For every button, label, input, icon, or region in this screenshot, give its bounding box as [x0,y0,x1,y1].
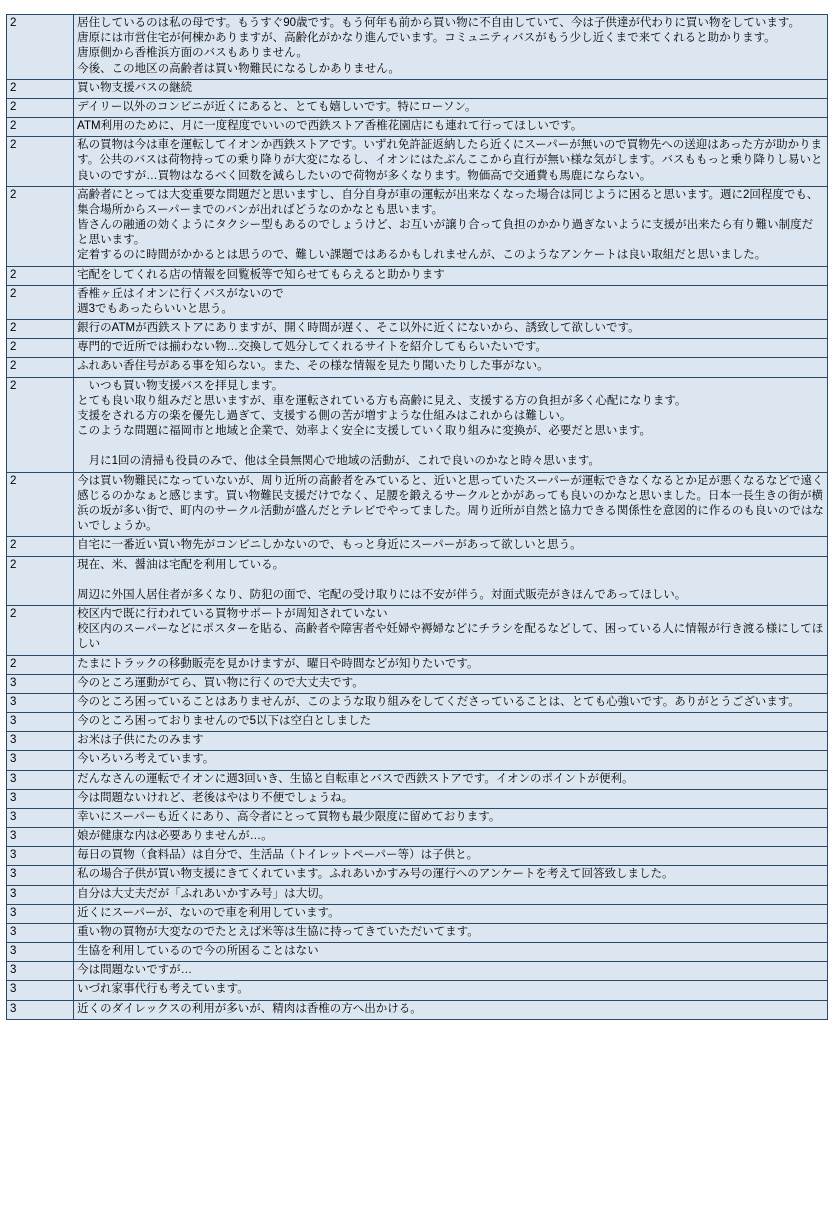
comment-line: とても良い取り組みだと思いますが、車を運転されている方も高齢に見え、支援する方の負担が多く心配になります。 [77,394,687,407]
comment-line: 唐原には市営住宅が何棟かありますが、高齢化がかなり進んでいます。コミュニティバスがもう少し近くまで来てくれると助かります。 [77,32,776,45]
cell-comment[interactable] [74,537,828,556]
comment-line: 週3でもあったらいいと思う。 [77,302,233,315]
cell-comment[interactable] [74,1000,828,1019]
cell-comment[interactable] [74,472,828,537]
table-row[interactable] [7,693,828,712]
cell-comment[interactable] [74,79,828,98]
comment-line: 近くのダイレックスの利用が多いが、精肉は香椎の方へ出かける。 [77,1002,422,1015]
comment-line: 今のところ困っていることはありませんが、このような取り組みをしてくださっていることは、とても心強いです。ありがとうございます。 [77,695,800,708]
cell-comment[interactable] [74,828,828,847]
cell-comment[interactable] [74,186,828,266]
cell-score[interactable]: 3 [7,770,74,789]
comment-line: 私の場合子供が買い物支援にきてくれています。ふれあいかすみ号の運行へのアンケートを考えて回答致しました。 [77,868,674,881]
cell-comment[interactable] [74,866,828,885]
cell-score[interactable]: 3 [7,808,74,827]
cell-score[interactable]: 2 [7,339,74,358]
comment-line: ATM利用のために、月に一度程度でいいので西鉄ストア香椎花園店にも連れて行ってほしいです。 [77,120,583,133]
survey-responses-table [6,14,828,1020]
cell-comment[interactable] [74,923,828,942]
cell-comment[interactable] [74,118,828,137]
cell-comment[interactable] [74,377,828,472]
table-row[interactable] [7,847,828,866]
comment-line: ふれあい香住号がある事を知らない。また、その様な情報を見たり聞いたりした事がない。 [77,360,549,373]
cell-score[interactable]: 3 [7,904,74,923]
comment-line: いつも買い物支援バスを拝見します。 [77,379,284,392]
cell-score[interactable]: 2 [7,15,74,80]
cell-score[interactable]: 3 [7,923,74,942]
cell-score[interactable]: 2 [7,137,74,187]
table-row[interactable] [7,789,828,808]
table-row[interactable] [7,606,828,656]
table-row[interactable] [7,943,828,962]
cell-score[interactable]: 3 [7,751,74,770]
comment-line: 今は問題ないですが… [77,964,193,977]
cell-score[interactable]: 3 [7,981,74,1000]
cell-score[interactable]: 2 [7,472,74,537]
cell-score[interactable]: 2 [7,537,74,556]
table-row[interactable] [7,186,828,266]
cell-comment[interactable] [74,358,828,377]
cell-score[interactable]: 3 [7,789,74,808]
table-row[interactable] [7,266,828,285]
comment-line: 私の買物は今は車を運転してイオンか西鉄ストアです。いずれ免許証返納したら近くにスーパーが無いので買物先への送迎はあった方が助かります。公共のバスは荷物持っての乗り降りが大変になるし、イオンにはたぶんここから直行が無い様な気がします。バスももっと乗り降りし易いと良いのですが…買物はなるべく回数を減らしたいので荷物が多くなります。物価高で交通費も馬鹿にならない。 [77,139,823,182]
cell-comment[interactable] [74,606,828,656]
comment-line: 支援をされる方の楽を優先し過ぎて、支援する側の苦が増すような仕組みはこれからは難しい。 [77,409,572,422]
comment-line: だんなさんの運転でイオンに週3回いき、生協と自転車とバスで西鉄ストアです。イオンのポイントが便利。 [77,772,634,785]
comment-line: 現在、米、醤油は宅配を利用している。 [77,558,285,571]
cell-score[interactable]: 3 [7,866,74,885]
comment-line: 生協を利用しているので今の所困ることはない [77,945,319,958]
comment-line: 専門的で近所では揃わない物…交換して処分してくれるサイトを紹介してもらいたいです。 [77,341,547,354]
cell-comment[interactable] [74,885,828,904]
comment-line: 幸いにスーパーも近くにあり、高令者にとって買物も最少限度に留めております。 [77,810,501,823]
cell-comment[interactable] [74,981,828,1000]
table-row[interactable] [7,713,828,732]
comment-line: 校区内で既に行われている買物サポートが周知されていない [77,608,388,621]
table-row[interactable] [7,732,828,751]
comment-line: 今いろいろ考えています。 [77,753,215,766]
comment-line: 近くにスーパーが、ないので車を利用しています。 [77,906,340,919]
cell-score[interactable]: 3 [7,732,74,751]
cell-score[interactable]: 3 [7,674,74,693]
cell-score[interactable]: 2 [7,655,74,674]
cell-score[interactable]: 2 [7,556,74,606]
cell-comment[interactable] [74,556,828,606]
table-row[interactable] [7,962,828,981]
table-row[interactable] [7,339,828,358]
cell-score[interactable]: 2 [7,606,74,656]
cell-score[interactable]: 3 [7,847,74,866]
cell-comment[interactable] [74,808,828,827]
cell-score[interactable]: 3 [7,943,74,962]
cell-score[interactable]: 2 [7,320,74,339]
table-body [7,15,828,1020]
cell-comment[interactable] [74,962,828,981]
cell-score[interactable]: 3 [7,1000,74,1019]
table-row[interactable] [7,923,828,942]
comment-line: 銀行のATMが西鉄ストアにありますが、開く時間が遅く、そこ以外に近くにないから、誘致して欲しいです。 [77,322,640,335]
table-row[interactable] [7,1000,828,1019]
cell-comment[interactable] [74,320,828,339]
comment-line: 自分は大丈夫だが「ふれあいかすみ号」は大切。 [77,887,331,900]
cell-comment[interactable] [74,137,828,187]
cell-score[interactable]: 2 [7,79,74,98]
comment-line: 校区内のスーパーなどにポスターを貼る、高齢者や障害者や妊婦や褥婦などにチラシを配るなどして、困っている人に情報が行き渡る様にしてほしい [77,623,824,651]
cell-score[interactable]: 3 [7,885,74,904]
comment-line: 自宅に一番近い買い物先がコンビニしかないので、もっと身近にスーパーがあって欲しいと思う。 [77,539,582,552]
comment-line: 今のところ困っておりませんので5以下は空白としました [77,715,372,728]
cell-comment[interactable] [74,943,828,962]
comment-line: デイリー以外のコンビニが近くにあると、とても嬉しいです。特にローソン。 [77,100,477,113]
table-row[interactable] [7,15,828,80]
cell-score[interactable]: 2 [7,377,74,472]
cell-comment[interactable] [74,789,828,808]
cell-comment[interactable] [74,266,828,285]
comment-line: 毎日の買物（食料品）は自分で、生活品（トイレットペーパー等）は子供と。 [77,849,479,862]
comment-line: いづれ家事代行も考えています。 [77,983,249,996]
comment-line: 高齢者にとっては大変重要な問題だと思いますし、自分自身が車の運転が出来なくなった場合は同じように困ると思います。週に2回程度でも、集合場所からスーパーまでのバンが出ればどうなのかなとも思います。 [77,188,819,216]
cell-comment[interactable] [74,98,828,117]
table-row[interactable] [7,377,828,472]
cell-score[interactable]: 3 [7,713,74,732]
table-row[interactable] [7,472,828,537]
cell-score[interactable]: 2 [7,118,74,137]
cell-comment[interactable] [74,655,828,674]
comment-line: お米は子供にたのみます [77,734,204,747]
comment-line: 買い物支援バスの継続 [77,81,193,94]
cell-score[interactable]: 3 [7,693,74,712]
comment-line: 今後、この地区の高齢者は買い物難民になるしかありません。 [77,62,400,75]
table-row[interactable] [7,118,828,137]
cell-score[interactable]: 2 [7,358,74,377]
cell-comment[interactable] [74,847,828,866]
table-row[interactable] [7,285,828,319]
table-row[interactable] [7,98,828,117]
table-row[interactable] [7,674,828,693]
comment-line: 今は買い物難民になっていないが、周り近所の高齢者をみていると、近いと思っていたスーパーが運転できなくなるとか足が悪くなるなどで遠く感じるのかなぁと感じます。買い物難民支援だけでなく、足腰を鍛えるサークルとかがあっても良いのかなと思いました。日本一長生きの街が横浜の坂が多い街で、町内のサークル活動が盛んだとテレビでやってました。周り近所が自然と協力できる関係性を意図的に作るのも良いのではないでしょうか。 [77,474,824,533]
cell-score[interactable]: 2 [7,186,74,266]
cell-comment[interactable] [74,732,828,751]
cell-comment[interactable] [74,904,828,923]
comment-line: たまにトラックの移動販売を見かけますが、曜日や時間などが知りたいです。 [77,657,479,670]
cell-comment[interactable] [74,285,828,319]
cell-comment[interactable] [74,751,828,770]
comment-line: 定着するのに時間がかかるとは思うので、難しい課題ではあるかもしれませんが、このようなアンケートは良い取組だと思いました。 [77,249,767,262]
table-row[interactable] [7,79,828,98]
comment-line: 宅配をしてくれる店の情報を回覧板等で知らせてもらえると助かります [77,268,445,281]
comment-line: 皆さんの融通の効くようにタクシー型もあるのでしょうけど、お互いが譲り合って負担のかかり過ぎないように支援が出来たら有り難い制度だと思います。 [77,219,814,247]
comment-line: 重い物の買物が大変なのでたとえば米等は生協に持ってきていただいてます。 [77,925,479,938]
table-row[interactable] [7,655,828,674]
comment-line: 周辺に外国人居住者が多くなり、防犯の面で、宅配の受け取りには不安が伴う。対面式販売がきほんであってほしい。 [77,588,687,601]
table-row[interactable] [7,770,828,789]
table-row[interactable] [7,556,828,606]
table-row[interactable] [7,885,828,904]
cell-score[interactable]: 2 [7,285,74,319]
table-row[interactable] [7,137,828,187]
table-row[interactable] [7,981,828,1000]
comment-line: このような問題に福岡市と地域と企業で、効率よく安全に支援していく取り組みに変換が、必要だと思います。 [77,425,652,438]
cell-comment[interactable] [74,770,828,789]
table-row[interactable] [7,808,828,827]
cell-comment[interactable] [74,339,828,358]
cell-score[interactable]: 2 [7,98,74,117]
table-row[interactable] [7,866,828,885]
cell-comment[interactable] [74,693,828,712]
table-row[interactable] [7,751,828,770]
table-row[interactable] [7,320,828,339]
comment-line: 今は問題ないけれど、老後はやはり不便でしょうね。 [77,791,354,804]
comment-line: 香椎ヶ丘はイオンに行くバスがないので [77,287,284,300]
comment-blank-line [77,439,824,454]
table-row[interactable] [7,537,828,556]
comment-line: 今のところ運動がてら、買い物に行くので大丈夫です。 [77,676,364,689]
table-row[interactable] [7,828,828,847]
table-row[interactable] [7,904,828,923]
comment-line: 唐原側から香椎浜方面のバスもありません。 [77,47,308,60]
cell-comment[interactable] [74,15,828,80]
cell-score[interactable]: 3 [7,828,74,847]
comment-line: 居住しているのは私の母です。もうすぐ90歳です。もう何年も前から買い物に不自由していて、今は子供達が代わりに買い物をしています。 [77,17,800,29]
cell-comment[interactable] [74,674,828,693]
comment-blank-line [77,573,824,588]
cell-comment[interactable] [74,713,828,732]
comment-line: 娘が健康な内は必要ありませんが…。 [77,830,273,843]
cell-score[interactable]: 3 [7,962,74,981]
comment-line: 月に1回の清掃も役員のみで、他は全員無関心で地域の活動が、これで良いのかなと時々思います。 [77,455,600,468]
table-row[interactable] [7,358,828,377]
cell-score[interactable]: 2 [7,266,74,285]
